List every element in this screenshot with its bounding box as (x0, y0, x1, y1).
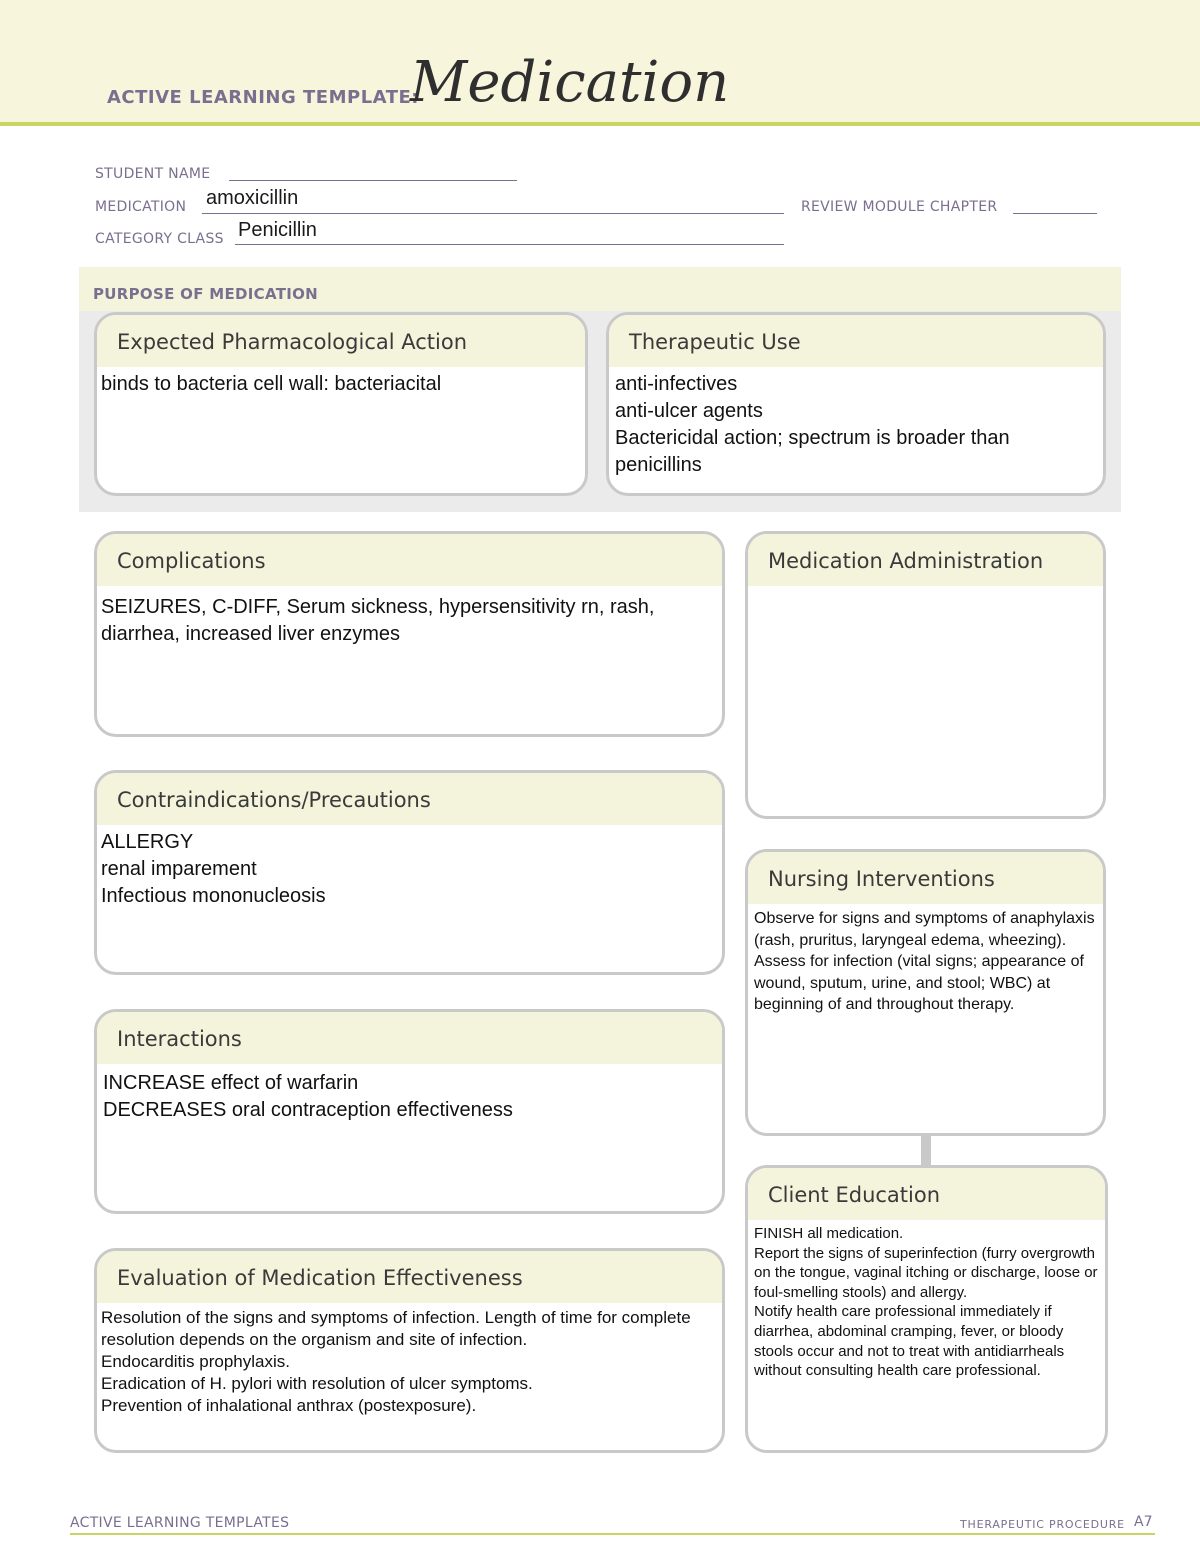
complications-text[interactable]: SEIZURES, C-DIFF, Serum sickness, hypersensitivity rn, rash, diarrhea, increased liver enzymes (101, 596, 655, 645)
medication-value[interactable]: amoxicillin (206, 187, 299, 209)
client-education-card (745, 1165, 1108, 1453)
nursing-interventions-text[interactable]: Observe for signs and symptoms of anaphylaxis (rash, pruritus, laryngeal edema, wheezing). Assess for infection (vital signs; appearance of wound, sputum, urine, and stool; WBC) at beginning of and throughout therapy. (754, 910, 1095, 1013)
medication-administration-title: Medication Administration (748, 534, 1103, 586)
client-education-text[interactable]: FINISH all medication. Report the signs of superinfection (furry overgrowth on the tongue, vaginal itching or discharge, loose or foul-smelling stools) and allergy. Notify health care professional immediately if diarrhea, abdominal cramping, fever, or bloody stools occur and not to treat with antidiarrheals without consulting health care professional. (754, 1225, 1098, 1380)
evaluation-text[interactable]: Resolution of the signs and symptoms of infection. Length of time for complete resolution depends on the organism and site of infection. Endocarditis prophylaxis. Eradication of H. pylori with resolution of ulcer symptoms. Prevention of inhalational anthrax (postexposure). (101, 1308, 691, 1415)
complications-title: Complications (97, 534, 722, 586)
category-class-label: CATEGORY CLASS (95, 231, 224, 247)
expected-action-card (94, 312, 588, 496)
connector-bar (921, 1135, 931, 1167)
footer-accent-line (70, 1533, 1155, 1535)
nursing-interventions-title: Nursing Interventions (748, 852, 1103, 904)
contraindications-text[interactable]: ALLERGY renal imparement Infectious mononucleosis (101, 831, 326, 907)
therapeutic-use-card (606, 312, 1106, 496)
category-class-value[interactable]: Penicillin (238, 219, 317, 241)
review-module-line[interactable] (1013, 213, 1097, 214)
therapeutic-use-title: Therapeutic Use (609, 315, 1103, 367)
template-label: ACTIVE LEARNING TEMPLATE: (107, 87, 419, 108)
expected-action-text[interactable]: binds to bacteria cell wall: bacteriacital (101, 373, 442, 395)
footer-page-number: A7 (1134, 1514, 1153, 1530)
template-title: Medication (410, 50, 730, 115)
review-module-label: REVIEW MODULE CHAPTER (801, 199, 998, 215)
purpose-title: PURPOSE OF MEDICATION (93, 285, 319, 303)
therapeutic-use-text[interactable]: anti-infectives anti-ulcer agents Bactericidal action; spectrum is broader than penicillins (615, 373, 1010, 476)
medication-administration-text[interactable] (748, 586, 1103, 590)
evaluation-card (94, 1248, 725, 1453)
medication-line[interactable] (202, 213, 784, 214)
interactions-title: Interactions (97, 1012, 722, 1064)
evaluation-title: Evaluation of Medication Effectiveness (97, 1251, 722, 1303)
complications-card (94, 531, 725, 737)
student-name-line[interactable] (229, 180, 517, 181)
footer-right-text: THERAPEUTIC PROCEDURE (960, 1518, 1125, 1531)
category-class-line[interactable] (235, 244, 784, 245)
medication-label: MEDICATION (95, 199, 187, 215)
student-name-label: STUDENT NAME (95, 166, 211, 182)
contraindications-title: Contraindications/Precautions (97, 773, 722, 825)
expected-action-title: Expected Pharmacological Action (97, 315, 585, 367)
interactions-card (94, 1009, 725, 1214)
contraindications-card (94, 770, 725, 975)
nursing-interventions-card (745, 849, 1106, 1136)
interactions-text[interactable]: INCREASE effect of warfarin DECREASES oral contraception effectiveness (103, 1072, 513, 1121)
header-accent-line (0, 122, 1200, 126)
footer-left-text: ACTIVE LEARNING TEMPLATES (70, 1515, 290, 1531)
medication-administration-card (745, 531, 1106, 819)
client-education-title: Client Education (748, 1168, 1105, 1220)
